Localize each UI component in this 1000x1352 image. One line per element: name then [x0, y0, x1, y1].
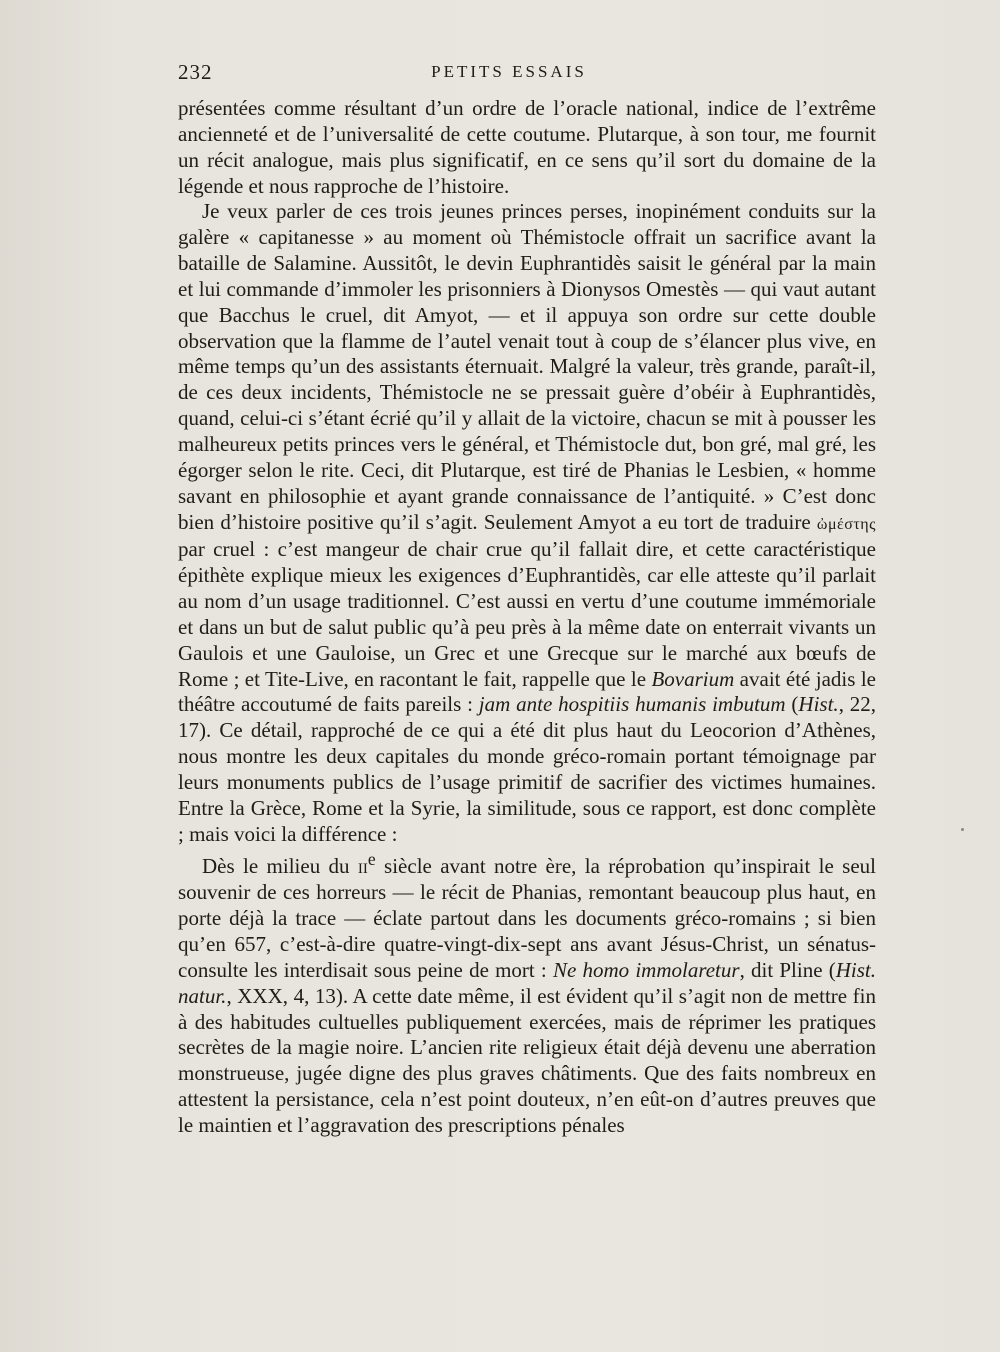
text-run: par cruel : c’est mangeur de chair crue qu’il fallait dire, et cette caractéristique épithète explique mieux les exigences d’Euphrantidès, car elle atteste qu’il parlait au nom d’un usage traditionnel. C’est aussi en vertu d’une coutume immémoriale et dans un but de salut public qu’à peu près à la même date on enterrait vivants un Gaulois et une Gauloise, un Grec et une Grecque sur le marché aux bœufs de Rome ; et Tite-Live, en racontant le fait, rappelle que le	[178, 537, 876, 691]
text-run: Je veux parler de ces trois jeunes princes perses, inopinément conduits sur la galère « capitanesse » au moment où Thémistocle offrait un sacrifice avant la bataille de Salamine. Aussitôt, le devin Euphrantidès saisit le général par la main et lui commande d’immoler les prisonniers à Dionysos Omestès — qui vaut autant que Bacchus le cruel, dit Amyot, — et il appuya son ordre sur cette double observation que la flamme de l’autel venait tout à coup de s’élancer plus vive, en même temps qu’un des assistants éternuait. Malgré la valeur, très grande, paraît-il, de ces deux incidents, Thémistocle ne se pressait guère d’obéir à Euphrantidès, quand, celui-ci s’étant écrié qu’il y allait de la victoire, chacun se mit à pousser les malheureux petits princes vers le général, et Thémistocle dut, bon gré, mal gré, les égorger selon le rite. Ceci, dit Plutarque, est tiré de Phanias le Lesbien, « homme savant en philosophie et ayant grande connaissance de l’antiquité. » C’est donc bien d’histoire positive qu’il s’agit. Seulement Amyot a eu tort de traduire	[178, 199, 876, 534]
paragraph	[178, 847, 876, 1138]
paper-speck	[961, 828, 964, 831]
roman-numeral: ii	[357, 854, 368, 879]
text-run: , XXX, 4, 13). A cette date même, il est évident qu’il s’agit non de mettre fin à des habitudes cultuelles publiquement exercées, mais de réprimer les pratiques secrètes de la magie noire. L’ancien rite religieux était déjà devenu une aberration monstrueuse, jugée digne des plus graves châtiments. Que des faits nombreux en attestent la persistance, cela n’est point douteux, n’en eût-on d’autres preuves que le maintien et l’aggravation des prescriptions pénales	[178, 983, 876, 1137]
page-number: 232	[178, 60, 213, 84]
italic-phrase: jam ante hospitiis humanis imbutum	[478, 692, 786, 717]
text-run: présentées comme résultant d’un ordre de l’oracle national, indice de l’extrême ancienneté et de l’universalité de cette coutume. Plutarque, à son tour, me fournit un récit analogue, mais plus significatif, en ce sens qu’il sort du domaine de la légende et nous rapproche de l’histoire.	[178, 96, 876, 198]
text-run: siècle avant notre ère, la réprobation qu’inspirait le seul souvenir de ces horreurs — le récit de Phanias, remontant beaucoup plus haut, en porte déjà la trace — éclate partout dans les documents gréco-romains ; si bien qu’en 657, c’est-à-dire quatre-vingt-dix-sept ans avant Jésus-Christ, un sénatus-consulte les interdisait sous peine de mort :	[178, 854, 876, 982]
running-title: PETITS ESSAIS	[431, 62, 587, 81]
italic-phrase: Ne homo immolaretur	[552, 957, 740, 982]
text-run: , 22, 17). Ce détail, rapproché de ce qui a été dit plus haut du Leocorion d’Athènes, nous montre les deux capitales du monde gréco-romain portant témoignage par leurs monuments publics de l’usage primitif de sacrifier des victimes humaines. Entre la Grèce, Rome et la Syrie, la similitude, sous ce rapport, est donc complète ; mais voici la différence :	[178, 692, 877, 846]
paragraph	[178, 199, 876, 847]
italic-phrase: Hist.	[798, 692, 839, 717]
page-header	[178, 60, 876, 90]
text-run: Dès le milieu du	[202, 854, 358, 879]
text-run: , dit Pline (	[739, 957, 836, 982]
text-run: (	[785, 692, 799, 717]
paragraph	[178, 96, 876, 199]
text-run: avait été jadis le théâtre accoutumé de faits pareils :	[178, 666, 876, 717]
italic-phrase: Bovarium	[651, 666, 735, 691]
superscript: e	[367, 849, 376, 870]
body-text	[178, 96, 876, 1139]
italic-phrase: Hist. natur.	[178, 957, 876, 1008]
greek-word: ὠμέστης	[816, 515, 876, 533]
